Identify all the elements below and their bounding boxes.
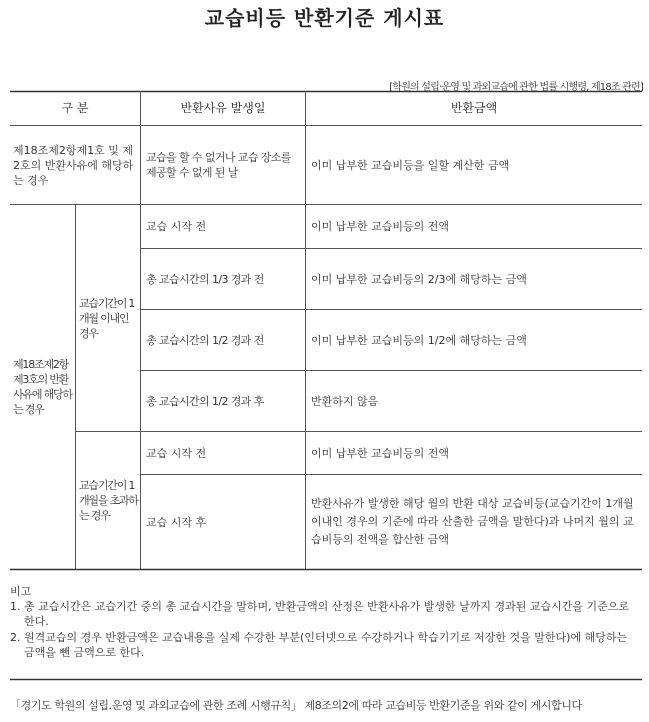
legal-reference: [학원의 설립·운영 및 과외교습에 관한 법률 시행령, 제18조 관련]	[389, 82, 643, 93]
sub1-row3-reason: 총 교습시간의 1/2 경과 전	[146, 333, 264, 347]
sub2-row2-reason: 교습 시작 후	[146, 515, 207, 529]
sub1-row1-reason: 교습 시작 전	[146, 220, 207, 233]
header-amount: 반환금액	[450, 101, 498, 115]
row1-category: 제18조제2항제1호 및 제2호의 반환사유에 해당하는 경우	[13, 143, 134, 187]
sub2-row1-reason: 교습 시작 전	[146, 446, 207, 460]
sub1-row3-amount: 이미 납부한 교습비등의 1/2에 해당하는 금액	[311, 333, 527, 347]
header-category: 구 분	[61, 101, 89, 115]
group-category: 제18조제2항제3호의 반환사유에 해당하는 경우	[13, 358, 72, 416]
footer-notice: 「경기도 학원의 설립.운영 및 과외교습에 관한 조례 시행규칙」 제8조의2에 따라 교습비등 반환기준을 위와 같이 게시합니다	[10, 699, 582, 712]
sub1-row4-reason: 총 교습시간의 1/2 경과 후	[146, 394, 264, 408]
sub1-row2-amount: 이미 납부한 교습비등의 2/3에 해당하는 금액	[311, 272, 527, 286]
sub2-row2-amount: 반환사유가 발생한 해당 월의 반환 대상 교습비등(교습기간이 1개월 이내인 경우의 기준에 따라 산출한 금액을 말한다)과 나머지 월의 교습비등의 전액을 합산한 금액	[311, 497, 634, 546]
sub1-label: 교습기간이 1개월 이내인 경우	[79, 296, 135, 340]
notes-section	[10, 584, 640, 661]
sub1-row1-amount: 이미 납부한 교습비등의 전액	[311, 220, 450, 233]
row1-reason: 교습을 할 수 없거나 교습 장소를 제공할 수 없게 된 날	[146, 151, 291, 179]
note-item-1: 1. 총 교습시간은 교습기간 중의 총 교습시간을 말하며, 반환금액의 산정은 반환사유가 발생한 날까지 경과된 교습시간을 기준으로 한다.	[10, 600, 629, 628]
row1-amount: 이미 납부한 교습비등을 일할 계산한 금액	[311, 158, 510, 172]
page-title: 교습비등 반환기준 게시표	[204, 6, 445, 30]
notes-heading: 비고	[10, 585, 32, 598]
note-item-2: 2. 원격교습의 경우 반환금액은 교습내용을 실제 수강한 부분(인터넷으로 수강하거나 학습기기로 저장한 것을 말한다)에 해당하는 금액을 뺀 금액으로 한다.	[10, 631, 628, 659]
sub1-row2-reason: 총 교습시간의 1/3 경과 전	[146, 272, 264, 286]
header-reason: 반환사유 발생일	[180, 101, 266, 115]
sub2-row1-amount: 이미 납부한 교습비등의 전액	[311, 446, 450, 460]
sub2-label: 교습기간이 1개월을 초과하는 경우	[79, 479, 138, 522]
sub1-row4-amount: 반환하지 않음	[311, 394, 379, 408]
